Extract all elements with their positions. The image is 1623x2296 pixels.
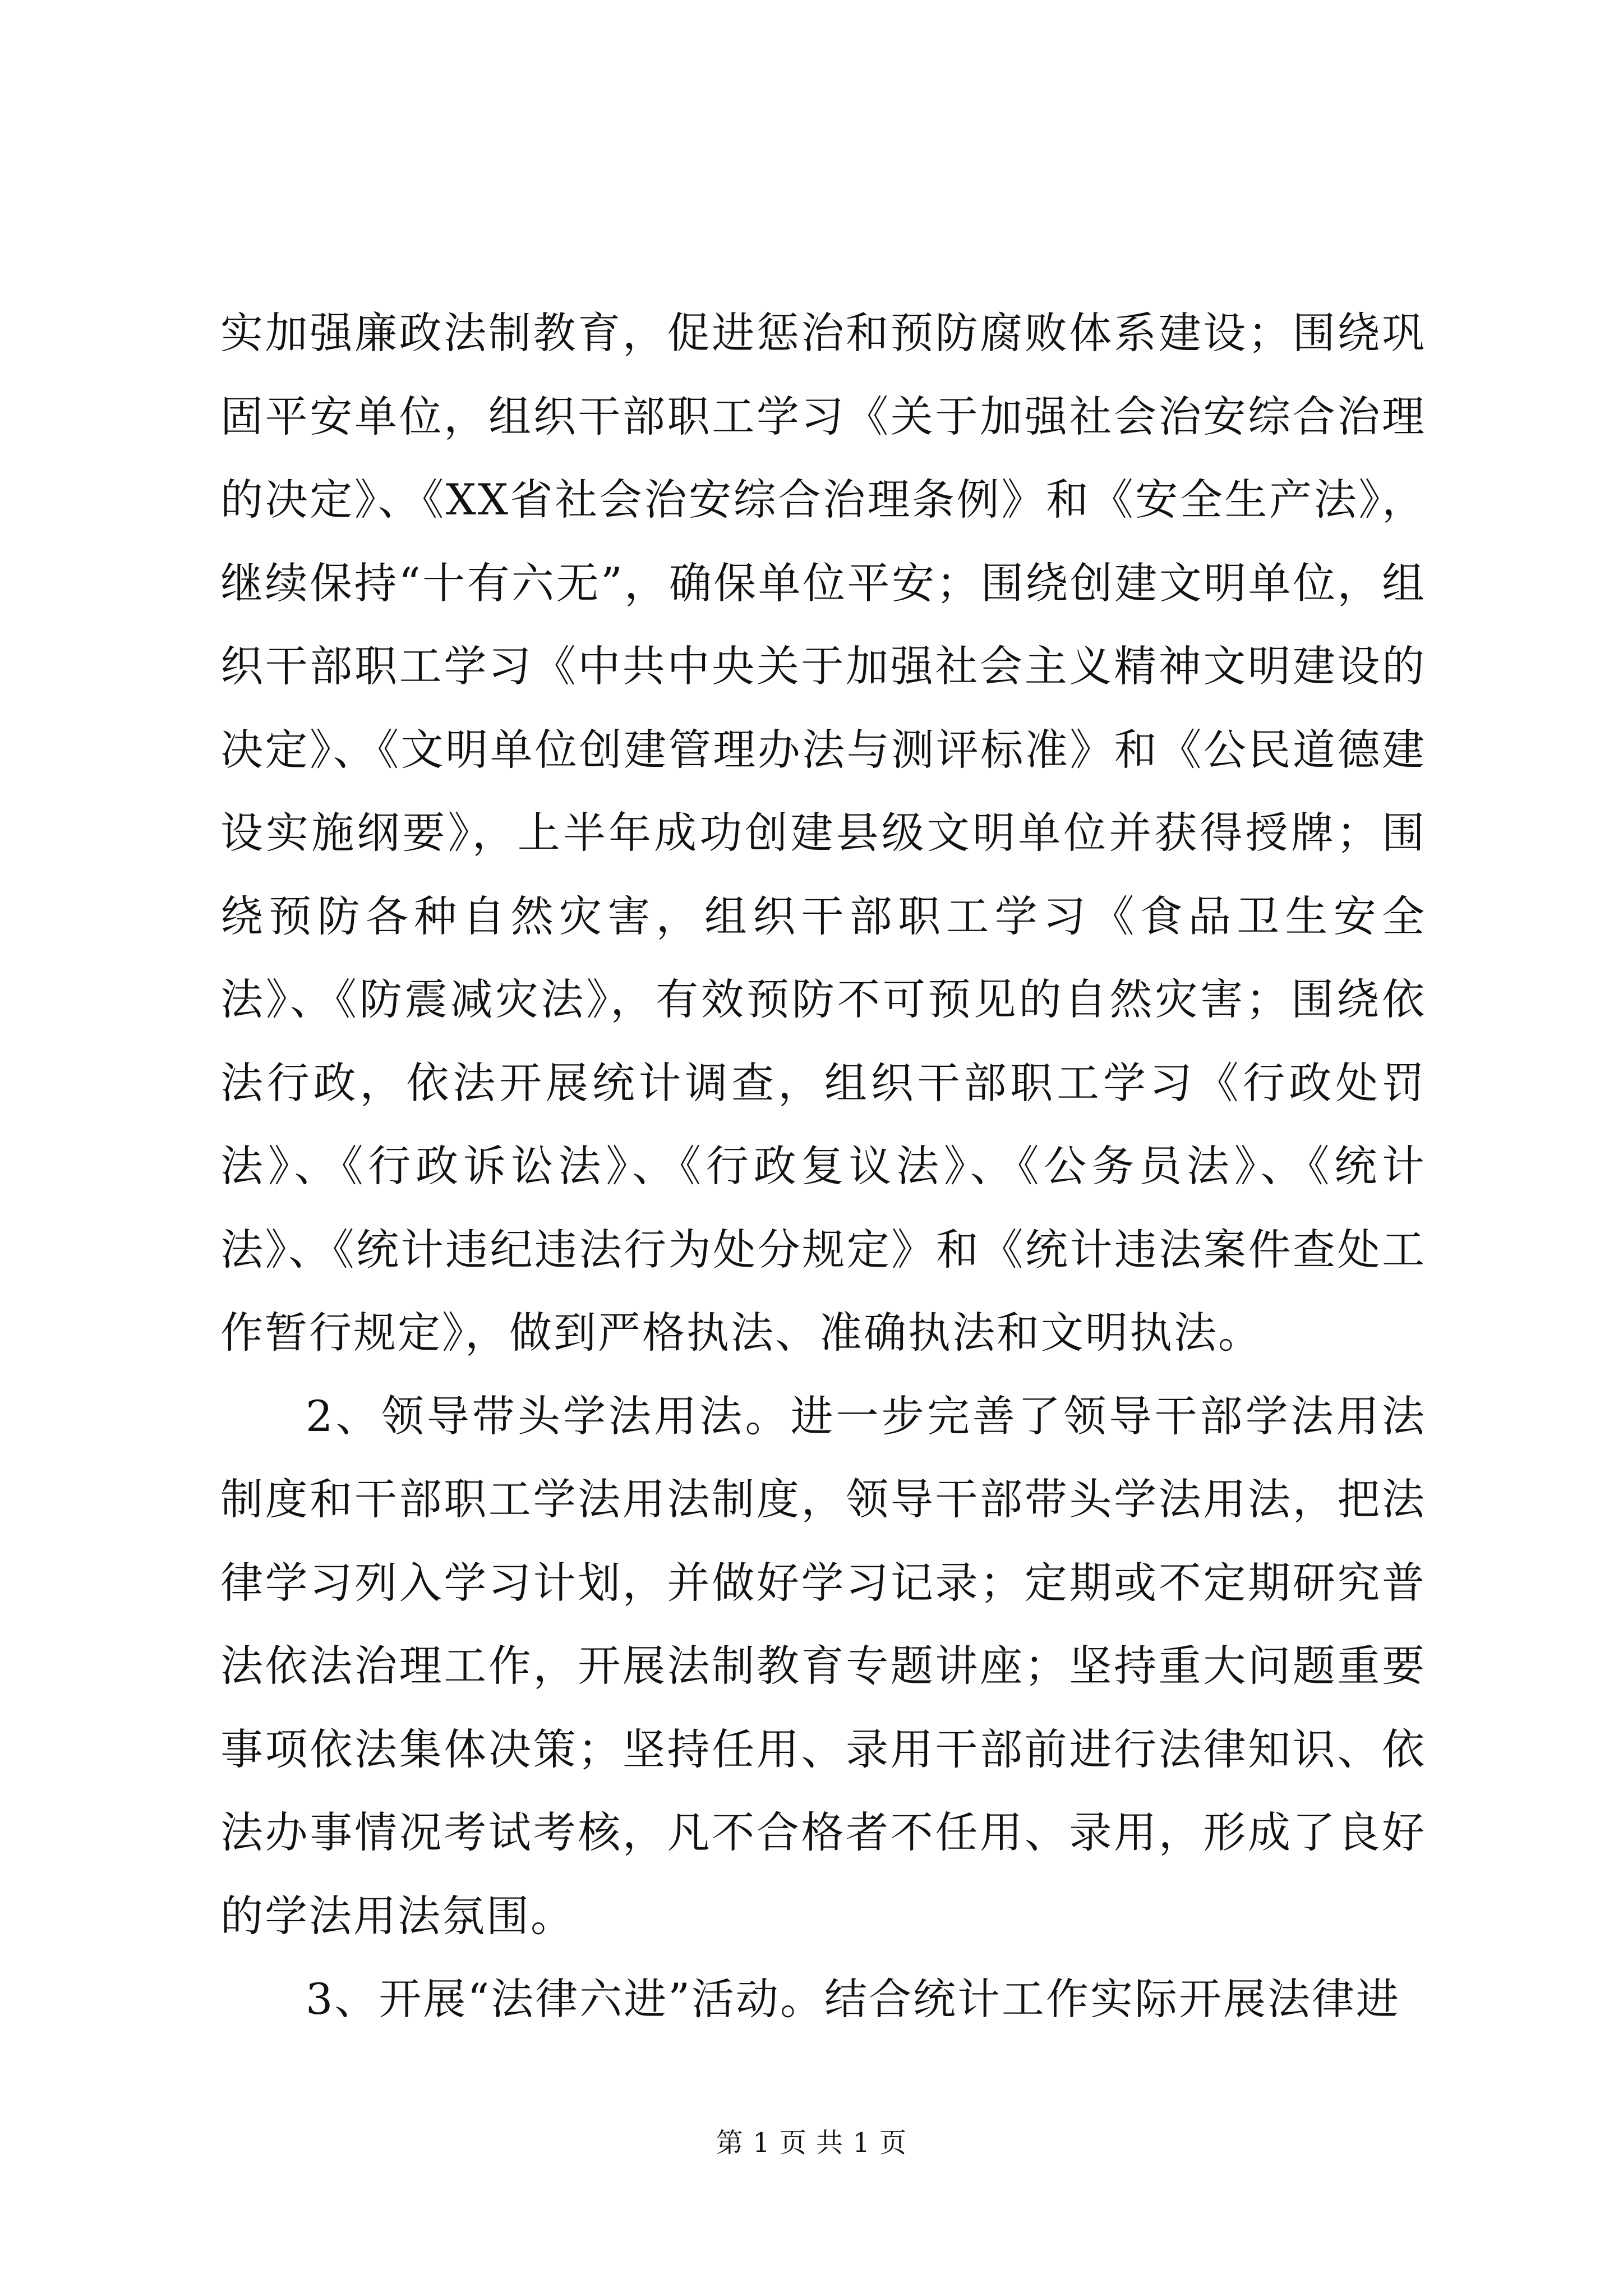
page-number-label: 第 1 页 共 1 页 bbox=[716, 2127, 907, 2159]
page-footer bbox=[0, 2126, 1623, 2160]
paragraph-continued: 实加强廉政法制教育，促进惩治和预防腐败体系建设；围绕巩固平安单位，组织干部职工学习《关于加强社会治安综合治理的决定》、《XX省社会治安综合治理条例》和《安全生产法》，继续保持“十有六无”，确保单位平安；围绕创建文明单位，组织干部职工学习《中共中央关于加强社会主义精神文明建设的决定》、《文明单位创建管理办法与测评标准》和《公民道德建设实施纲要》，上半年成功创建县级文明单位并获得授牌；围绕预防各种自然灾害，组织干部职工学习《食品卫生安全法》、《防震减灾法》，有效预防不可预见的自然灾害；围绕依法行政，依法开展统计调查，组织干部职工学习《行政处罚法》、《行政诉讼法》、《行政复议法》、《公务员法》、《统计法》、《统计违纪违法行为处分规定》和《统计违法案件查处工作暂行规定》，做到严格执法、准确执法和文明执法。 bbox=[220, 308, 1426, 1358]
paragraph-item-2: 2、领导带头学法用法。进一步完善了领导干部学法用法制度和干部职工学法用法制度，领导干部带头学法用法，把法律学习列入学习计划，并做好学习记录；定期或不定期研究普法依法治理工作，开展法制教育专题讲座；坚持重大问题重要事项依法集体决策；坚持任用、录用干部前进行法律知识、依法办事情况考试考核，凡不合格者不任用、录用，形成了良好的学法用法氛围。 bbox=[220, 1391, 1426, 1941]
paragraph-item-3: 3、开展“法律六进”活动。结合统计工作实际开展法律进 bbox=[306, 1974, 1401, 2024]
document-body bbox=[220, 292, 1426, 2041]
